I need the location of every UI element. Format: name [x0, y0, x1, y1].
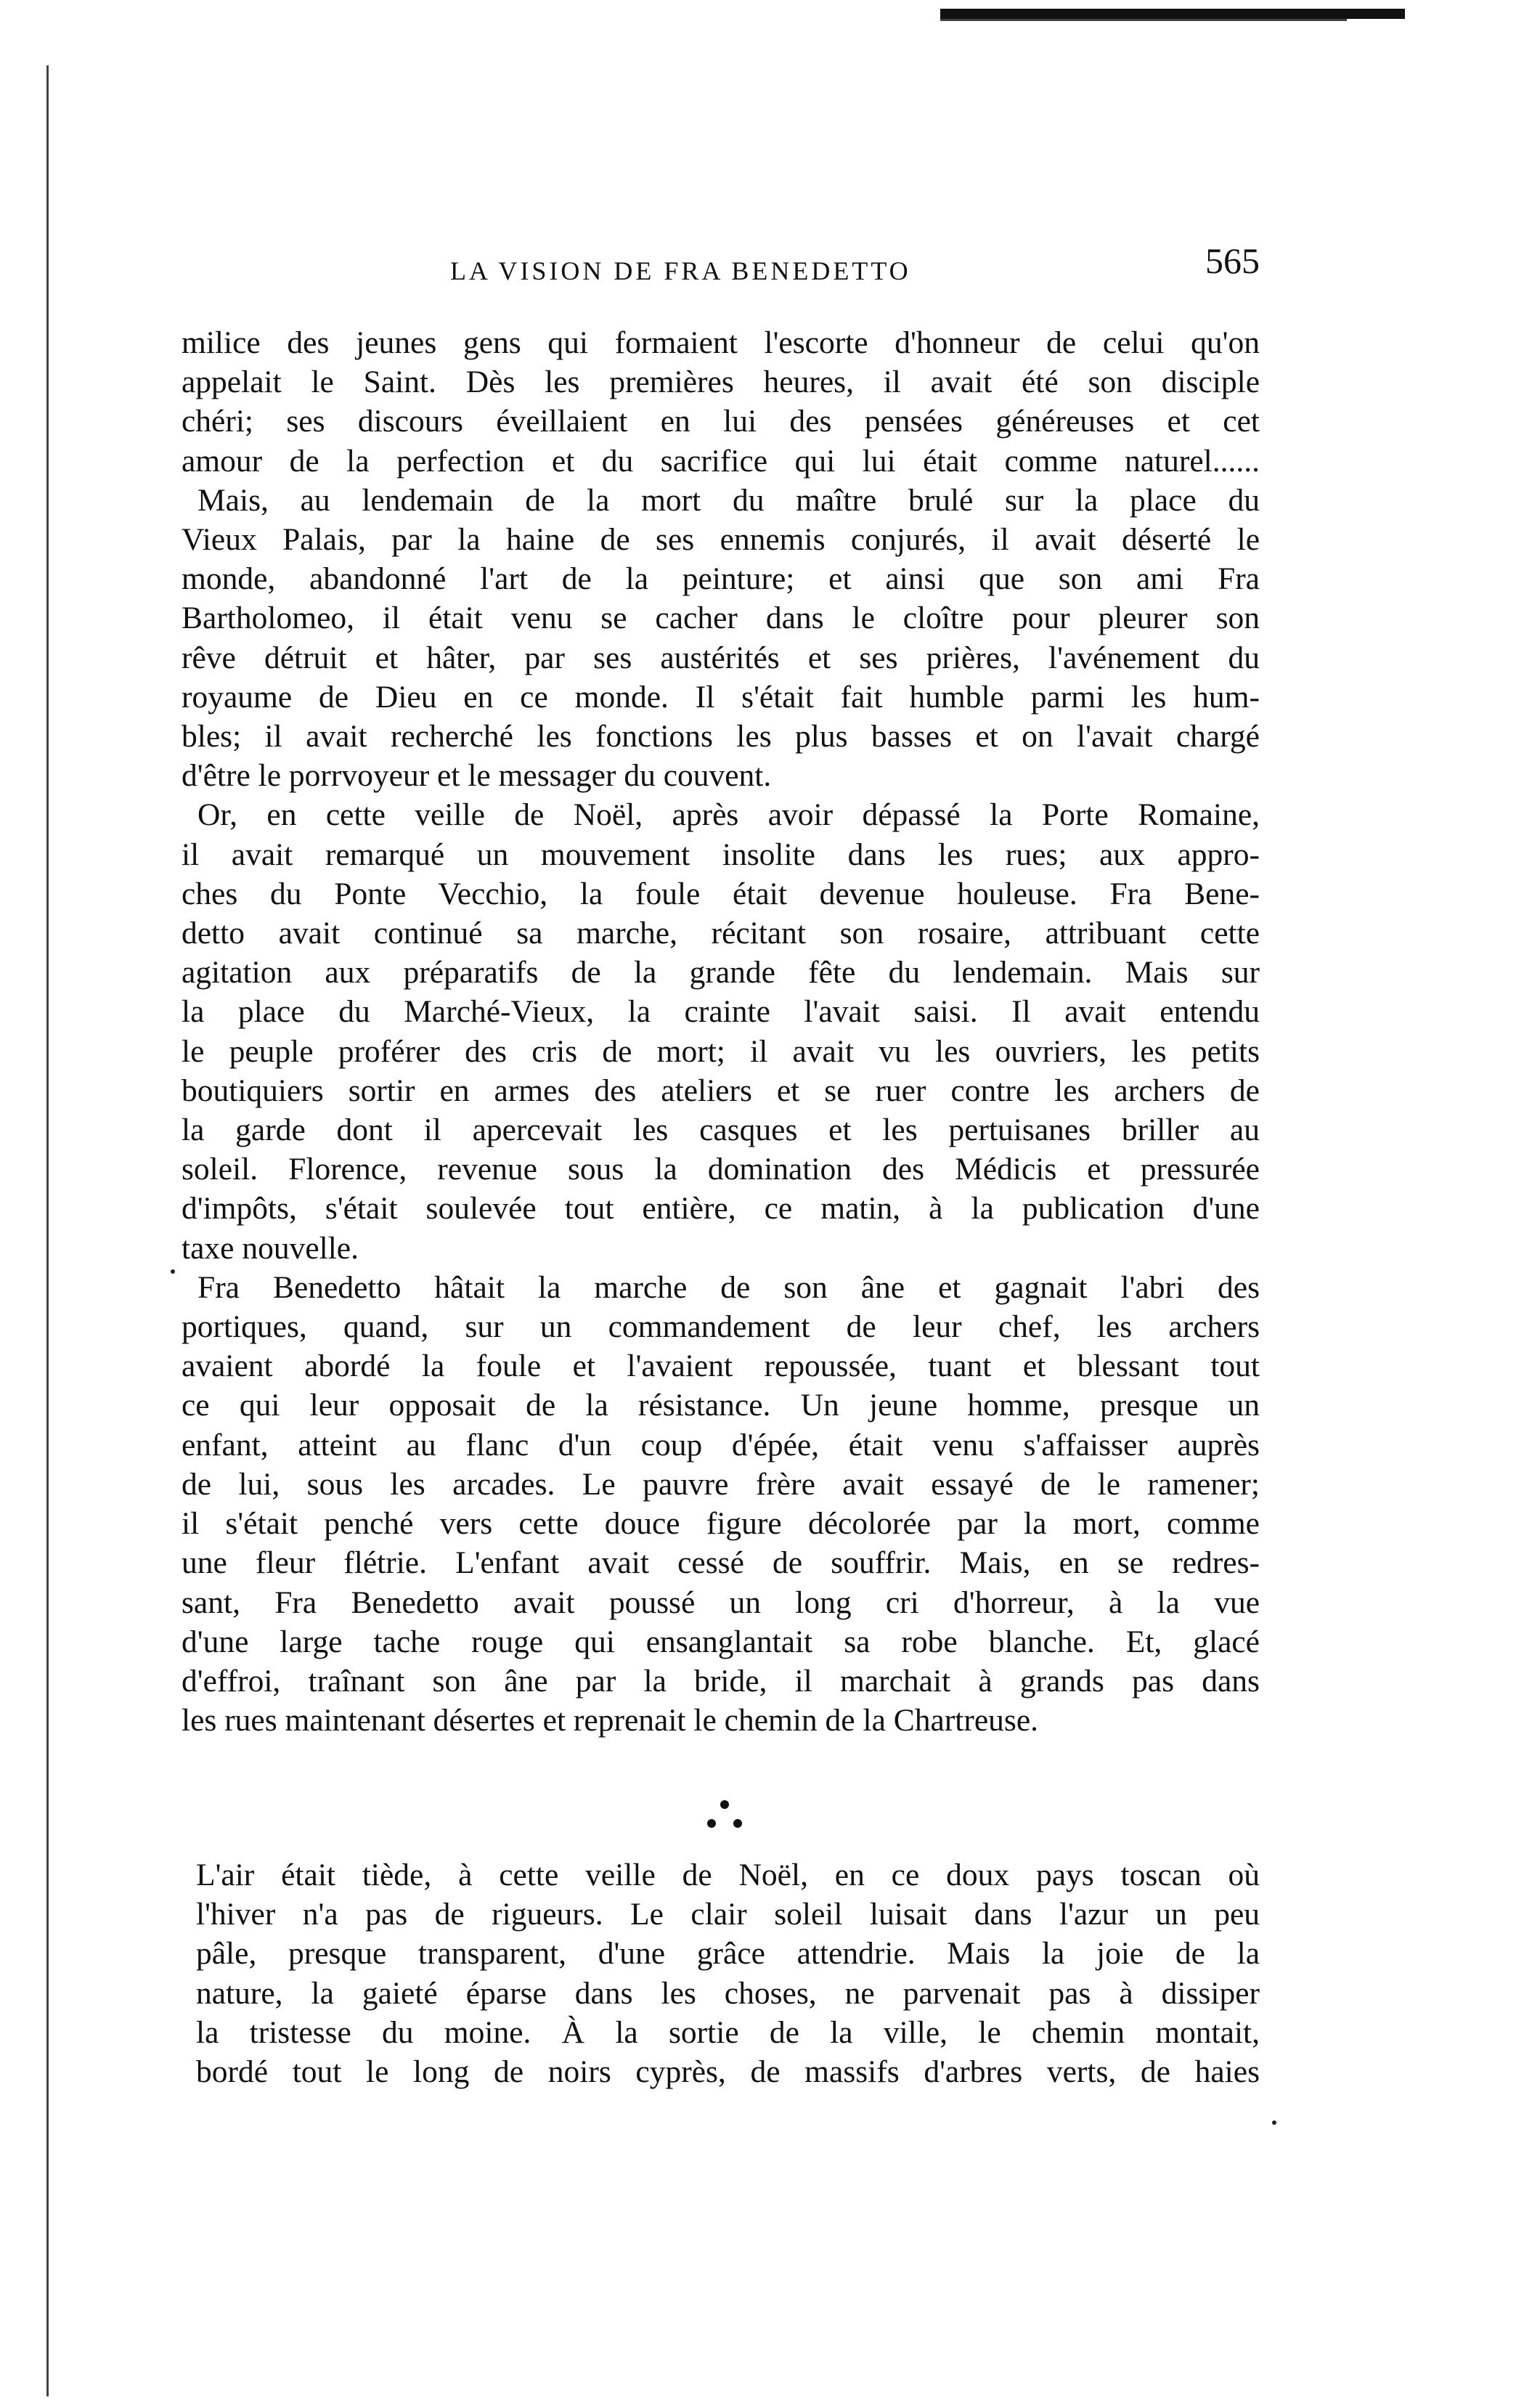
- text-line: portiques, quand, sur un commandement de leur chef, les archers: [182, 1309, 1260, 1345]
- text-line: d'être le porrvoyeur et le messager du couvent.: [182, 758, 772, 794]
- text-line: d'impôts, s'était soulevée tout entière, ce matin, à la publication d'une: [182, 1191, 1260, 1227]
- body-text-section-1: [182, 323, 1260, 1740]
- text-line: d'une large tache rouge qui ensanglantait sa robe blanche. Et, glacé: [182, 1624, 1260, 1659]
- paragraph-2: [196, 1855, 1260, 2091]
- paragraph-1: [182, 323, 1260, 1740]
- text-line: une fleur flétrie. L'enfant avait cessé de souffrir. Mais, en se redres-: [182, 1545, 1260, 1581]
- text-line: le peuple proférer des cris de mort; il avait vu les ouvriers, les petits: [182, 1033, 1260, 1069]
- text-line: detto avait continué sa marche, récitant son rosaire, attribuant cette: [182, 916, 1260, 951]
- text-line: pâle, presque transparent, d'une grâce attendrie. Mais la joie de la: [196, 1936, 1260, 1972]
- margin-mark: [1272, 2120, 1276, 2125]
- text-line: chéri; ses discours éveillaient en lui des pensées généreuses et cet: [182, 404, 1260, 439]
- asterism-dot: [707, 1819, 716, 1828]
- text-line: d'effroi, traînant son âne par la bride, il marchait à grands pas dans: [182, 1663, 1260, 1699]
- top-rule-tail: [940, 19, 1347, 21]
- text-line: Or, en cette veille de Noël, après avoir dépassé la Porte Romaine,: [197, 797, 1260, 833]
- text-line: l'hiver n'a pas de rigueurs. Le clair soleil luisait dans l'azur un peu: [196, 1897, 1260, 1932]
- margin-mark: [171, 1269, 175, 1274]
- page-header: [182, 240, 1260, 290]
- text-line: enfant, atteint au flanc d'un coup d'épée, était venu s'affaisser auprès: [182, 1427, 1260, 1463]
- text-line: de lui, sous les arcades. Le pauvre frère avait essayé de le ramener;: [182, 1466, 1260, 1502]
- top-rule: [940, 9, 1405, 19]
- text-line: royaume de Dieu en ce monde. Il s'était fait humble parmi les hum-: [182, 679, 1260, 715]
- text-line: ches du Ponte Vecchio, la foule était devenue houleuse. Fra Bene-: [182, 876, 1260, 911]
- text-line: Bartholomeo, il était venu se cacher dans le cloître pour pleurer son: [182, 601, 1260, 636]
- text-line: avaient abordé la foule et l'avaient repoussée, tuant et blessant tout: [182, 1349, 1260, 1384]
- text-line: la garde dont il apercevait les casques et les pertuisanes briller au: [182, 1113, 1260, 1148]
- page-number: 565: [1205, 240, 1260, 281]
- text-line: ce qui leur opposait de la résistance. Un jeune homme, presque un: [182, 1388, 1260, 1423]
- text-line: les rues maintenant désertes et reprenait le chemin de la Chartreuse.: [182, 1703, 1039, 1738]
- text-line: sant, Fra Benedetto avait poussé un long cri d'horreur, à la vue: [182, 1585, 1260, 1620]
- body-text-section-2: [196, 1855, 1260, 2091]
- text-line: milice des jeunes gens qui formaient l'escorte d'honneur de celui qu'on: [182, 325, 1260, 360]
- text-line: Fra Benedetto hâtait la marche de son âne et gagnait l'abri des: [197, 1269, 1260, 1305]
- text-line: Mais, au lendemain de la mort du maître brulé sur la place du: [197, 482, 1260, 518]
- running-title: LA VISION DE FRA BENEDETTO: [450, 256, 911, 285]
- text-line: soleil. Florence, revenue sous la domination des Médicis et pressurée: [182, 1152, 1260, 1187]
- asterism-dot: [720, 1800, 729, 1809]
- text-line: rêve détruit et hâter, par ses austérités et ses prières, l'avénement du: [182, 640, 1260, 675]
- text-line: nature, la gaieté éparse dans les choses, ne parvenait pas à dissiper: [196, 1975, 1260, 2011]
- section-break-asterism: [696, 1797, 754, 1841]
- text-line: bordé tout le long de noirs cyprès, de massifs d'arbres verts, de haies: [196, 2054, 1260, 2090]
- text-line: L'air était tiède, à cette veille de Noël, en ce doux pays toscan où: [196, 1858, 1260, 1892]
- text-line: la tristesse du moine. À la sortie de la ville, le chemin montait,: [196, 2014, 1260, 2050]
- text-line: agitation aux préparatifs de la grande fête du lendemain. Mais sur: [182, 955, 1260, 991]
- text-line: appelait le Saint. Dès les premières heures, il avait été son disciple: [182, 365, 1260, 400]
- text-line: bles; il avait recherché les fonctions les plus basses et on l'avait chargé: [182, 719, 1260, 754]
- text-line: monde, abandonné l'art de la peinture; et ainsi que son ami Fra: [182, 561, 1260, 597]
- text-line: il s'était penché vers cette douce figure décolorée par la mort, comme: [182, 1506, 1260, 1542]
- text-line: boutiquiers sortir en armes des ateliers et se ruer contre les archers de: [182, 1073, 1260, 1108]
- text-line: Vieux Palais, par la haine de ses ennemis conjurés, il avait déserté le: [182, 522, 1260, 558]
- text-line: la place du Marché-Vieux, la crainte l'avait saisi. Il avait entendu: [182, 994, 1260, 1030]
- text-line: taxe nouvelle.: [182, 1230, 359, 1266]
- binding-edge-line: [46, 65, 49, 2396]
- asterism-dot: [733, 1819, 742, 1828]
- text-line: amour de la perfection et du sacrifice qui lui était comme naturel......: [182, 443, 1260, 479]
- text-line: il avait remarqué un mouvement insolite dans les rues; aux appro-: [182, 837, 1260, 872]
